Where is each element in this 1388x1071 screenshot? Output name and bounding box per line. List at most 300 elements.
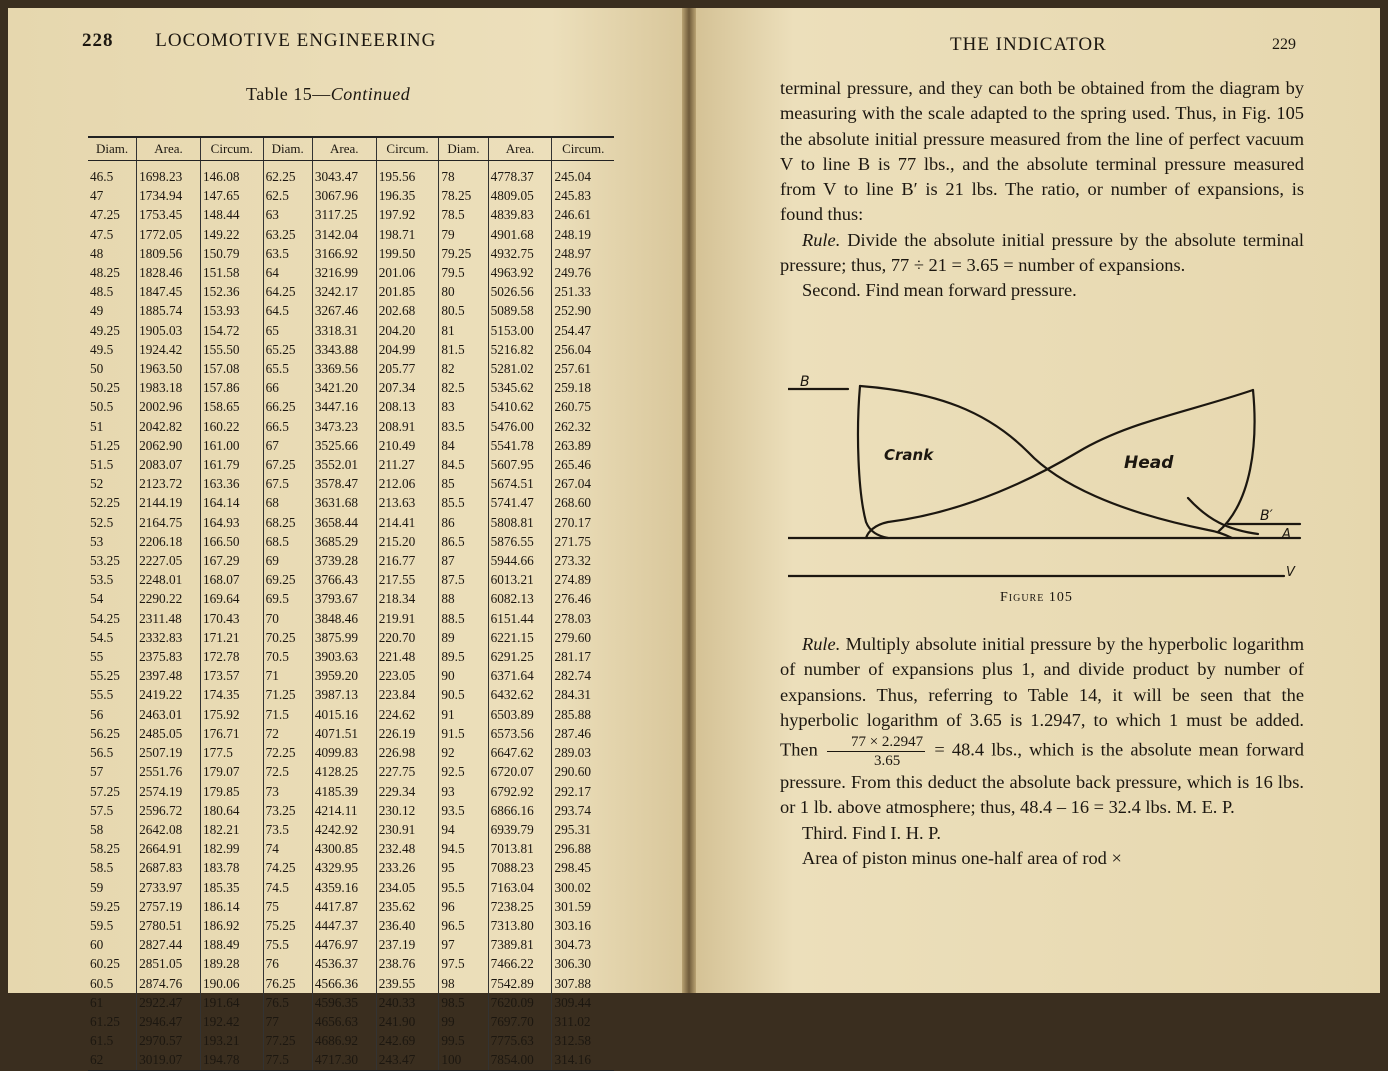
table-cell: 77 (263, 1012, 312, 1031)
column-header: Area. (312, 137, 376, 161)
table-cell: 211.27 (376, 455, 439, 474)
table-row (88, 340, 614, 359)
table-cell: 186.14 (200, 897, 263, 916)
table-row (88, 161, 614, 187)
table-cell: 85 (439, 474, 488, 493)
table-cell: 71.25 (263, 685, 312, 704)
table-cell: 5808.81 (488, 513, 552, 532)
table-cell: 215.20 (376, 532, 439, 551)
table-cell: 3987.13 (312, 685, 376, 704)
table-row (88, 436, 614, 455)
table-cell: 2227.05 (137, 551, 201, 570)
table-cell: 157.86 (200, 378, 263, 397)
table-cell: 75.25 (263, 916, 312, 935)
table-cell: 208.91 (376, 417, 439, 436)
table-cell: 3848.46 (312, 609, 376, 628)
table-row (88, 378, 614, 397)
table-cell: 242.69 (376, 1031, 439, 1050)
table-cell: 151.58 (200, 263, 263, 282)
table-row (88, 993, 614, 1012)
table-cell: 183.78 (200, 858, 263, 877)
table-header-row (88, 137, 614, 161)
table-cell: 2002.96 (137, 397, 201, 416)
table-cell: 4536.37 (312, 954, 376, 973)
table-cell: 2248.01 (137, 570, 201, 589)
table-cell: 254.47 (552, 321, 614, 340)
table-cell: 50.5 (90, 399, 114, 415)
table-row (88, 417, 614, 436)
table-cell: 3631.68 (312, 493, 376, 512)
table-row (88, 301, 614, 320)
table-row (88, 244, 614, 263)
table-cell: 1963.50 (137, 359, 201, 378)
table-cell: 73 (263, 782, 312, 801)
table-cell: 182.99 (200, 839, 263, 858)
paragraph-rule-2 (780, 632, 1304, 821)
table-cell: 285.88 (552, 705, 614, 724)
table-cell: 71 (263, 666, 312, 685)
table-cell: 2574.19 (137, 782, 201, 801)
head-admission-line (1218, 390, 1255, 532)
table-cell: 5876.55 (488, 532, 552, 551)
table-cell: 4717.30 (312, 1050, 376, 1070)
table-cell: 52.5 (90, 514, 114, 530)
table-cell: 1828.46 (137, 263, 201, 282)
table-cell: 3739.28 (312, 551, 376, 570)
table-cell: 4778.37 (488, 161, 552, 187)
table-cell: 52.25 (90, 495, 120, 511)
table-row (88, 743, 614, 762)
table-cell: 278.03 (552, 609, 614, 628)
table-cell: 64.25 (263, 282, 312, 301)
table-cell: 248.19 (552, 225, 614, 244)
table-cell: 180.64 (200, 801, 263, 820)
table-cell: 5345.62 (488, 378, 552, 397)
fraction-denominator: 3.65 (873, 753, 901, 770)
table-cell: 5281.02 (488, 359, 552, 378)
table-body (88, 161, 614, 1071)
table-cell: 4099.83 (312, 743, 376, 762)
table-row (88, 878, 614, 897)
table-cell: 50.25 (90, 380, 120, 396)
table-cell: 195.56 (376, 161, 439, 187)
table-cell: 3685.29 (312, 532, 376, 551)
table-cell: 295.31 (552, 820, 614, 839)
table-cell: 68.5 (263, 532, 312, 551)
table-cell: 168.07 (200, 570, 263, 589)
table-row (88, 455, 614, 474)
table-cell: 226.19 (376, 724, 439, 743)
table-cell: 6866.16 (488, 801, 552, 820)
column-header: Area. (488, 137, 552, 161)
table-cell: 161.00 (200, 436, 263, 455)
table-cell: 226.98 (376, 743, 439, 762)
label-v: V (1286, 565, 1295, 580)
table-cell: 1698.23 (137, 161, 201, 187)
table-cell: 235.62 (376, 897, 439, 916)
table-cell: 4839.83 (488, 205, 552, 224)
table-row (88, 570, 614, 589)
table-cell: 306.30 (552, 954, 614, 973)
table-cell: 4447.37 (312, 916, 376, 935)
table-cell: 252.90 (552, 301, 614, 320)
table-cell: 4242.92 (312, 820, 376, 839)
table-cell: 260.75 (552, 397, 614, 416)
table-cell: 4329.95 (312, 858, 376, 877)
table-cell: 241.90 (376, 1012, 439, 1031)
table-cell: 245.04 (552, 161, 614, 187)
table-cell: 190.06 (200, 974, 263, 993)
table-cell: 197.92 (376, 205, 439, 224)
table-cell: 1847.45 (137, 282, 201, 301)
table-row (88, 628, 614, 647)
table-cell: 282.74 (552, 666, 614, 685)
table-cell: 150.79 (200, 244, 263, 263)
table-cell: 4476.97 (312, 935, 376, 954)
table-cell: 189.28 (200, 954, 263, 973)
table-cell: 6013.21 (488, 570, 552, 589)
table-cell: 5216.82 (488, 340, 552, 359)
table-cell: 3019.07 (137, 1050, 201, 1070)
table-cell: 246.61 (552, 205, 614, 224)
table-cell: 3318.31 (312, 321, 376, 340)
table-cell: 70.25 (263, 628, 312, 647)
table-cell: 3166.92 (312, 244, 376, 263)
table-cell: 176.71 (200, 724, 263, 743)
table-cell: 164.93 (200, 513, 263, 532)
table-cell: 4963.92 (488, 263, 552, 282)
table-cell: 309.44 (552, 993, 614, 1012)
table-cell: 97.5 (439, 954, 488, 973)
table-row (88, 321, 614, 340)
table-cell: 53.5 (90, 572, 114, 588)
table-cell: 5153.00 (488, 321, 552, 340)
table-cell: 281.17 (552, 647, 614, 666)
label-a: A (1282, 527, 1291, 542)
table-cell: 46.5 (90, 169, 114, 184)
table-row (88, 186, 614, 205)
column-header: Circum. (552, 137, 614, 161)
table-cell: 179.07 (200, 762, 263, 781)
table-cell: 4686.92 (312, 1031, 376, 1050)
table-cell: 7466.22 (488, 954, 552, 973)
table-cell: 7088.23 (488, 858, 552, 877)
table-cell: 59.25 (90, 898, 120, 914)
table-cell: 3658.44 (312, 513, 376, 532)
table-cell: 152.36 (200, 282, 263, 301)
table-cell: 95.5 (439, 878, 488, 897)
table-cell: 3067.96 (312, 186, 376, 205)
table-cell: 274.89 (552, 570, 614, 589)
table-cell: 6939.79 (488, 820, 552, 839)
table-cell: 2507.19 (137, 743, 201, 762)
table-cell: 146.08 (200, 161, 263, 187)
table-cell: 62 (88, 1050, 137, 1070)
table-cell: 5607.95 (488, 455, 552, 474)
table-cell: 3142.04 (312, 225, 376, 244)
table-cell: 293.74 (552, 801, 614, 820)
table-caption-main: Table 15— (246, 84, 331, 104)
table-cell: 47 (90, 188, 104, 204)
table-cell: 148.44 (200, 205, 263, 224)
table-cell: 7620.09 (488, 993, 552, 1012)
table-cell: 73.5 (263, 820, 312, 839)
table-cell: 2970.57 (137, 1031, 201, 1050)
table-cell: 5741.47 (488, 493, 552, 512)
table-cell: 3473.23 (312, 417, 376, 436)
table-cell: 213.63 (376, 493, 439, 512)
table-cell: 6432.62 (488, 685, 552, 704)
table-cell: 76 (263, 954, 312, 973)
table-cell: 182.21 (200, 820, 263, 839)
table-cell: 51.5 (90, 457, 114, 473)
table-cell: 240.33 (376, 993, 439, 1012)
table-cell: 227.75 (376, 762, 439, 781)
table-cell: 265.46 (552, 455, 614, 474)
table-cell: 57 (90, 764, 104, 780)
table-cell: 4071.51 (312, 724, 376, 743)
table-cell: 6647.62 (488, 743, 552, 762)
table-cell: 88.5 (439, 609, 488, 628)
rule-2-label: Rule. (802, 634, 841, 654)
table-row (88, 532, 614, 551)
paragraph-last-line: Area of piston minus one-half area of rod × (802, 848, 1122, 869)
table-cell: 2164.75 (137, 513, 201, 532)
table-cell: 289.03 (552, 743, 614, 762)
table-cell: 307.88 (552, 974, 614, 993)
paragraph-second: Second. Find mean forward pressure. (802, 280, 1077, 301)
table-row (88, 263, 614, 282)
table-cell: 5674.51 (488, 474, 552, 493)
table-cell: 290.60 (552, 762, 614, 781)
table-cell: 304.73 (552, 935, 614, 954)
table-cell: 4901.68 (488, 225, 552, 244)
table-cell: 79 (439, 225, 488, 244)
text-block-bottom (780, 632, 1304, 871)
table-cell: 4300.85 (312, 839, 376, 858)
table-cell: 94.5 (439, 839, 488, 858)
left-running-head (82, 30, 602, 52)
table-row (88, 551, 614, 570)
table-cell: 199.50 (376, 244, 439, 263)
table-cell: 3578.47 (312, 474, 376, 493)
table-cell: 2332.83 (137, 628, 201, 647)
table-row (88, 666, 614, 685)
table-cell: 177.5 (200, 743, 263, 762)
table-cell: 4566.36 (312, 974, 376, 993)
mep-fraction (827, 733, 925, 770)
table-cell: 92 (439, 743, 488, 762)
table-cell: 6792.92 (488, 782, 552, 801)
table-cell: 220.70 (376, 628, 439, 647)
table-cell: 3793.67 (312, 589, 376, 608)
table-cell: 2733.97 (137, 878, 201, 897)
table-cell: 175.92 (200, 705, 263, 724)
table-cell: 64.5 (263, 301, 312, 320)
table-cell: 3766.43 (312, 570, 376, 589)
table-cell: 163.36 (200, 474, 263, 493)
table-cell: 3552.01 (312, 455, 376, 474)
table-cell: 173.57 (200, 666, 263, 685)
table-cell: 76.25 (263, 974, 312, 993)
table-cell: 55 (90, 649, 104, 665)
table-cell: 74 (263, 839, 312, 858)
table-cell: 158.65 (200, 397, 263, 416)
table-cell: 167.29 (200, 551, 263, 570)
table-cell: 53 (90, 533, 104, 549)
table-cell: 234.05 (376, 878, 439, 897)
circle-area-table (88, 136, 614, 1071)
table-cell: 249.76 (552, 263, 614, 282)
table-cell: 194.78 (200, 1050, 263, 1070)
column-header: Diam. (88, 137, 137, 161)
table-cell: 63.5 (263, 244, 312, 263)
table-cell: 6720.07 (488, 762, 552, 781)
table-cell: 54.25 (90, 610, 120, 626)
label-head: Head (1124, 453, 1174, 473)
paragraph-terminal-pressure: terminal pressure, and they can both be obtained from the diagram by measuring with the scale adapted to the spring used. Thus, in Fig. 105 the absolute initial pressure measured from the line of perfect vacuum V to line B is 77 lbs., and the absolute terminal pressure measured from V to line B′ is 21 lbs. The ratio, or number of expansions, is found thus: (780, 78, 1304, 225)
table-cell: 169.64 (200, 589, 263, 608)
table-cell: 204.99 (376, 340, 439, 359)
table-cell: 6371.64 (488, 666, 552, 685)
table-cell: 212.06 (376, 474, 439, 493)
table-cell: 188.49 (200, 935, 263, 954)
table-cell: 198.71 (376, 225, 439, 244)
table-cell: 5410.62 (488, 397, 552, 416)
table-cell: 57.25 (90, 783, 120, 799)
table-cell: 174.35 (200, 685, 263, 704)
table-cell: 7697.70 (488, 1012, 552, 1031)
table-cell: 273.32 (552, 551, 614, 570)
table-cell: 259.18 (552, 378, 614, 397)
paragraph-rule-1 (780, 228, 1304, 279)
table-cell: 245.83 (552, 186, 614, 205)
table-cell: 58 (90, 821, 104, 837)
left-running-title: LOCOMOTIVE ENGINEERING (155, 30, 437, 51)
table-cell: 2206.18 (137, 532, 201, 551)
table-cell: 301.59 (552, 897, 614, 916)
table-cell: 230.91 (376, 820, 439, 839)
table-cell: 73.25 (263, 801, 312, 820)
table-cell: 7854.00 (488, 1050, 552, 1070)
table-cell: 58.5 (90, 860, 114, 876)
table-cell: 51 (90, 418, 104, 434)
rule-2-text: Multiply absolute initial pressure by the hyperbolic logarithm of number of expansions plus 1, and divide product by number of expansions. Thus, referring to Table 14, it will be seen that the hyperbolic logarithm of 3.65 is 1.2947, to which 1 must be added. Then (780, 634, 1304, 760)
table-cell: 54 (90, 591, 104, 607)
table-cell: 76.5 (263, 993, 312, 1012)
table-cell: 67.5 (263, 474, 312, 493)
table-row (88, 609, 614, 628)
table-cell: 219.91 (376, 609, 439, 628)
table-row (88, 820, 614, 839)
column-header: Area. (137, 137, 201, 161)
table-cell: 6221.15 (488, 628, 552, 647)
table-cell: 179.85 (200, 782, 263, 801)
table-cell: 1734.94 (137, 186, 201, 205)
table-cell: 1885.74 (137, 301, 201, 320)
table-cell: 2375.83 (137, 647, 201, 666)
table-cell: 2463.01 (137, 705, 201, 724)
table-cell: 236.40 (376, 916, 439, 935)
table-cell: 193.21 (200, 1031, 263, 1050)
table-cell: 56.25 (90, 725, 120, 741)
table-cell: 91.5 (439, 724, 488, 743)
table-cell: 276.46 (552, 589, 614, 608)
table-cell: 216.77 (376, 551, 439, 570)
table-cell: 3242.17 (312, 282, 376, 301)
table-cell: 56.5 (90, 745, 114, 761)
table-cell: 223.05 (376, 666, 439, 685)
table-cell: 64 (263, 263, 312, 282)
table-cell: 71.5 (263, 705, 312, 724)
book-gutter (682, 8, 696, 993)
indicator-diagram-figure (788, 372, 1308, 582)
table-cell: 214.41 (376, 513, 439, 532)
table-cell: 192.42 (200, 1012, 263, 1031)
table-cell: 68 (263, 493, 312, 512)
table-cell: 201.06 (376, 263, 439, 282)
table-cell: 1983.18 (137, 378, 201, 397)
table-cell: 86 (439, 513, 488, 532)
table-cell: 233.26 (376, 858, 439, 877)
table-cell: 4128.25 (312, 762, 376, 781)
table-cell: 47.25 (90, 207, 120, 223)
table-cell: 196.35 (376, 186, 439, 205)
table-cell: 271.75 (552, 532, 614, 551)
table-cell: 66 (263, 378, 312, 397)
table-cell: 47.5 (90, 226, 114, 242)
table-cell: 5089.58 (488, 301, 552, 320)
table-cell: 84.5 (439, 455, 488, 474)
table-cell: 5476.00 (488, 417, 552, 436)
table-cell: 202.68 (376, 301, 439, 320)
table-cell: 91 (439, 705, 488, 724)
table-cell: 2397.48 (137, 666, 201, 685)
table-cell: 204.20 (376, 321, 439, 340)
table-caption-continued: Continued (330, 84, 411, 104)
table-cell: 87.5 (439, 570, 488, 589)
table-row (88, 225, 614, 244)
table-cell: 2485.05 (137, 724, 201, 743)
table-cell: 2922.47 (137, 993, 201, 1012)
table-row (88, 282, 614, 301)
table-cell: 164.14 (200, 493, 263, 512)
table-cell: 3903.63 (312, 647, 376, 666)
table-cell: 3216.99 (312, 263, 376, 282)
table-cell: 166.50 (200, 532, 263, 551)
table-cell: 243.47 (376, 1050, 439, 1070)
table-cell: 93.5 (439, 801, 488, 820)
table-cell: 89.5 (439, 647, 488, 666)
table-cell: 155.50 (200, 340, 263, 359)
table-row (88, 858, 614, 877)
table-cell: 2551.76 (137, 762, 201, 781)
table-cell: 57.5 (90, 802, 114, 818)
table-cell: 287.46 (552, 724, 614, 743)
table-cell: 49.5 (90, 341, 114, 357)
table-row (88, 205, 614, 224)
table-row (88, 1012, 614, 1031)
table-cell: 7313.80 (488, 916, 552, 935)
table-cell: 82.5 (439, 378, 488, 397)
table-cell: 153.93 (200, 301, 263, 320)
table-cell: 98 (439, 974, 488, 993)
table-cell: 4596.35 (312, 993, 376, 1012)
fraction-numerator: 77 × 2.2947 (827, 733, 925, 752)
table-cell: 239.55 (376, 974, 439, 993)
table-cell: 4015.16 (312, 705, 376, 724)
table-cell: 75 (263, 897, 312, 916)
